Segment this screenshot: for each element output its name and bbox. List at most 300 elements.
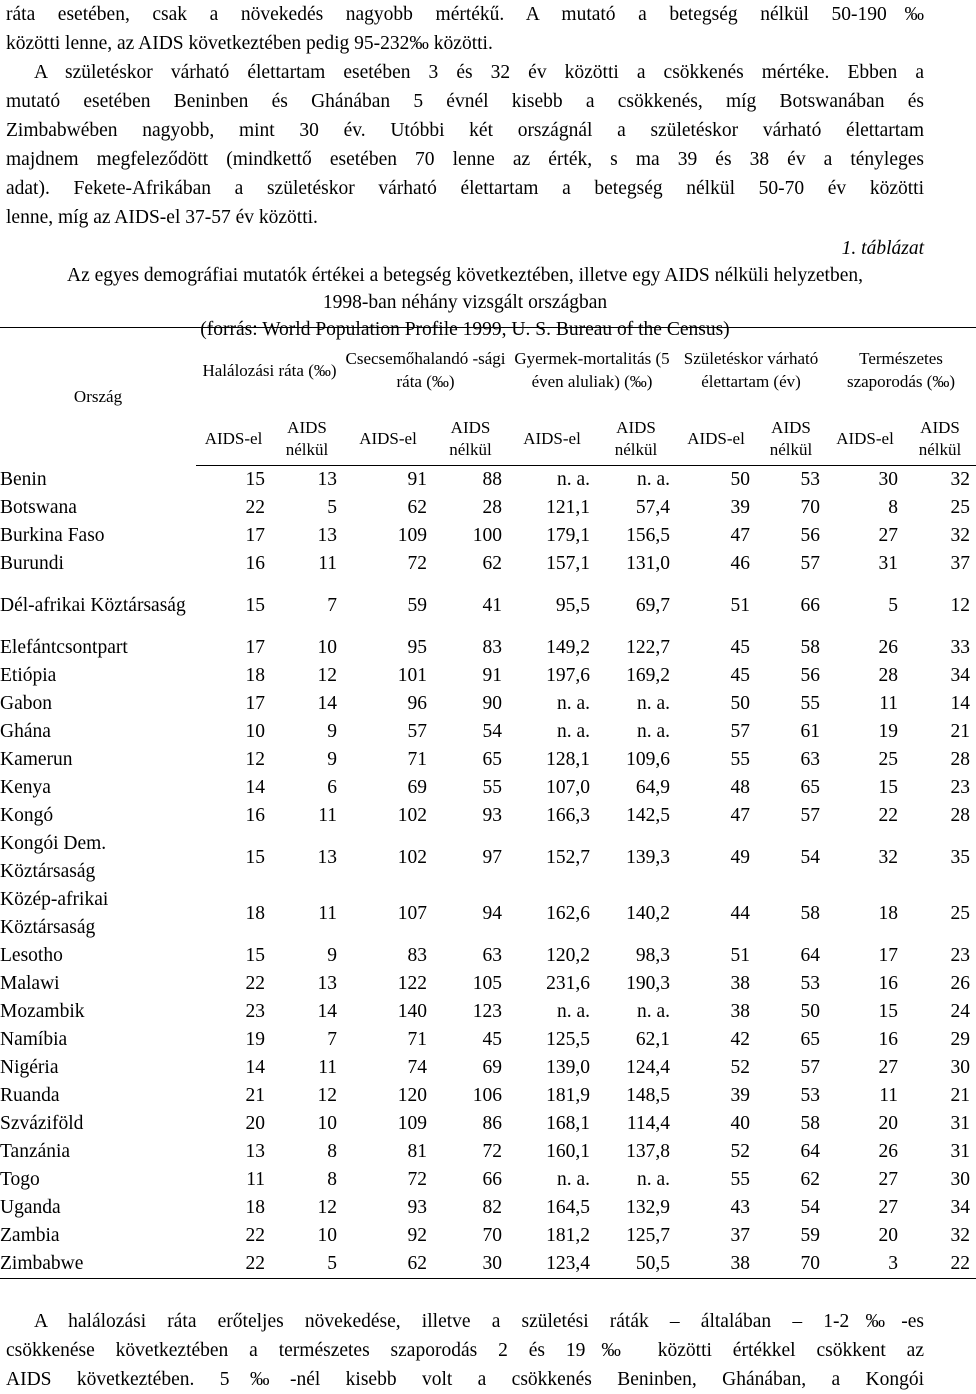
value-cell: 50	[730, 693, 751, 714]
country-cell: Kenya	[0, 777, 51, 798]
value-cell: 25	[878, 749, 899, 770]
value-cell: 11	[318, 903, 338, 924]
value-cell: 66	[800, 595, 821, 616]
value-cell: 91	[407, 469, 428, 490]
value-cell: 109	[397, 525, 428, 546]
text-line: majdnem megfeleződött (mindkettő esetében 70 lenne az érték, s ma 39 és 38 év a tényleges	[6, 149, 924, 170]
value-cell: 21	[950, 721, 971, 742]
sub-header-with-aids: AIDS-el	[826, 412, 904, 466]
value-cell: 47	[730, 805, 751, 826]
value-cell: 58	[800, 637, 821, 658]
country-cell: Kongó	[0, 805, 54, 826]
value-cell: 63	[800, 749, 821, 770]
value-cell: 181,2	[546, 1225, 591, 1246]
value-cell: 50,5	[596, 1250, 676, 1279]
value-cell: 34	[950, 1197, 971, 1218]
value-cell: 7	[327, 595, 338, 616]
country-cell: Zimbabwe	[0, 1250, 196, 1279]
value-cell: 56	[800, 525, 821, 546]
value-cell: 62	[407, 497, 428, 518]
value-cell: 59	[407, 595, 428, 616]
value-cell: 16	[245, 805, 265, 826]
value-cell: 120	[397, 1085, 428, 1106]
value-cell: 57	[800, 1057, 821, 1078]
value-cell: 13	[317, 847, 338, 868]
value-cell: 31	[950, 1113, 971, 1134]
value-cell: 16	[245, 553, 265, 574]
value-cell: 20	[878, 1113, 899, 1134]
table-row	[0, 886, 976, 942]
value-cell: 10	[317, 1225, 338, 1246]
value-cell: 39	[730, 497, 751, 518]
table-row	[0, 1222, 976, 1250]
value-cell: 90	[482, 693, 503, 714]
value-cell: n. a.	[636, 721, 671, 742]
value-cell: 27	[878, 1197, 899, 1218]
value-cell: 28	[482, 497, 503, 518]
value-cell: n. a.	[636, 469, 671, 490]
country-cell: Tanzánia	[0, 1141, 71, 1162]
value-cell: 37	[950, 553, 971, 574]
value-cell: 19	[878, 721, 899, 742]
page	[6, 0, 924, 343]
value-cell: 82	[482, 1197, 503, 1218]
value-cell: 57,4	[635, 497, 671, 518]
value-cell: 6	[327, 777, 338, 798]
table-row	[0, 942, 976, 970]
text-line: mutató esetében Beninben és Ghánában 5 évnél kisebb a csökkenés, míg Botswanában és	[6, 91, 924, 112]
value-cell: 148,5	[626, 1085, 671, 1106]
value-cell: 10	[317, 1113, 338, 1134]
value-cell: 57	[407, 721, 428, 742]
value-cell: 24	[950, 1001, 971, 1022]
country-cell: Togo	[0, 1169, 40, 1190]
value-cell: 22	[904, 1250, 976, 1279]
value-cell: 63	[482, 945, 503, 966]
value-cell: 179,1	[546, 525, 591, 546]
value-cell: 65	[800, 777, 821, 798]
value-cell: 52	[730, 1057, 751, 1078]
country-cell: Nigéria	[0, 1057, 59, 1078]
value-cell: 121,1	[546, 497, 591, 518]
value-cell: 15	[245, 945, 265, 966]
value-cell: 54	[800, 847, 821, 868]
value-cell: 101	[397, 665, 428, 686]
value-cell: 45	[482, 1029, 503, 1050]
value-cell: 42	[730, 1029, 751, 1050]
value-cell: 157,1	[546, 553, 591, 574]
value-cell: 71	[407, 749, 428, 770]
value-cell: 16	[878, 973, 899, 994]
country-cell: Gabon	[0, 693, 52, 714]
value-cell: 5	[888, 595, 899, 616]
value-cell: 13	[317, 525, 338, 546]
value-cell: 61	[800, 721, 821, 742]
value-cell: 86	[482, 1113, 503, 1134]
value-cell: 27	[878, 525, 899, 546]
value-cell: 17	[878, 945, 899, 966]
table-row	[0, 494, 976, 522]
text-line: A születéskor várható élettartam esetében 3 és 32 év közötti a csökkenés mértéke. Ebben a	[34, 62, 924, 83]
sub-header-with-aids: AIDS-el	[676, 412, 756, 466]
value-cell: 11	[318, 1057, 338, 1078]
value-cell: 53	[800, 973, 821, 994]
value-cell: 109	[397, 1113, 428, 1134]
value-cell: 53	[800, 1085, 821, 1106]
value-cell: 9	[327, 749, 338, 770]
country-cell: Benin	[0, 468, 47, 490]
value-cell: 11	[318, 805, 338, 826]
value-cell: 53	[800, 469, 821, 490]
table-row	[0, 1110, 976, 1138]
value-cell: 156,5	[626, 525, 671, 546]
value-cell: 14	[317, 693, 338, 714]
value-cell: 231,6	[546, 973, 591, 994]
value-cell: 25	[950, 903, 971, 924]
group-header-child-mortality: Gyermek-mortalitás (5 éven aluliak) (‰)	[508, 328, 676, 413]
value-cell: 8	[327, 1169, 338, 1190]
value-cell: 26	[878, 1141, 899, 1162]
value-cell: 70	[756, 1250, 826, 1279]
value-cell: 31	[950, 1141, 971, 1162]
value-cell: 139,0	[546, 1057, 591, 1078]
value-cell: 65	[482, 749, 503, 770]
value-cell: n. a.	[636, 1001, 671, 1022]
value-cell: 30	[950, 1057, 971, 1078]
value-cell: 107,0	[546, 777, 591, 798]
sub-header-without-aids: AIDS nélkül	[596, 412, 676, 466]
country-cell: Szváziföld	[0, 1113, 84, 1134]
value-cell: 122,7	[626, 637, 671, 658]
value-cell: 88	[482, 469, 503, 490]
value-cell: n. a.	[636, 693, 671, 714]
group-header-natural-increase: Természetes szaporodás (‰)	[826, 328, 976, 413]
value-cell: 106	[472, 1085, 503, 1106]
caption-line: Az egyes demográfiai mutatók értékei a betegség következtében, illetve egy AIDS nélküli helyzetben,	[67, 265, 863, 286]
value-cell: 98,3	[635, 945, 671, 966]
value-cell: 92	[407, 1225, 428, 1246]
value-cell: 22	[245, 973, 265, 994]
value-cell: 26	[950, 973, 971, 994]
value-cell: 12	[317, 1085, 338, 1106]
value-cell: 15	[878, 1001, 899, 1022]
value-cell: 5	[271, 1250, 343, 1279]
table-row	[0, 1166, 976, 1194]
value-cell: 62	[343, 1250, 433, 1279]
value-cell: 162,6	[546, 903, 591, 924]
value-cell: 95	[407, 637, 428, 658]
value-cell: 62	[800, 1169, 821, 1190]
value-cell: 9	[327, 945, 338, 966]
value-cell: 10	[245, 721, 265, 742]
sub-header-without-aids: AIDS nélkül	[904, 412, 976, 466]
text-line: lenne, míg az AIDS-el 37-57 év közötti.	[6, 207, 318, 228]
value-cell: 18	[245, 903, 265, 924]
value-cell: n. a.	[556, 693, 591, 714]
value-cell: 35	[950, 847, 971, 868]
value-cell: 114,4	[626, 1113, 671, 1134]
value-cell: 168,1	[546, 1113, 591, 1134]
country-cell: Zambia	[0, 1225, 60, 1246]
value-cell: 123	[472, 1001, 503, 1022]
value-cell: 93	[482, 805, 503, 826]
sub-header-without-aids: AIDS nélkül	[433, 412, 508, 466]
table-row	[0, 578, 976, 634]
value-cell: 9	[327, 721, 338, 742]
value-cell: 58	[800, 1113, 821, 1134]
value-cell: 131,0	[626, 553, 671, 574]
value-cell: 15	[245, 595, 265, 616]
table-row	[0, 1054, 976, 1082]
value-cell: 71	[407, 1029, 428, 1050]
value-cell: 100	[472, 525, 503, 546]
value-cell: 160,1	[546, 1141, 591, 1162]
value-cell: 12	[317, 1197, 338, 1218]
value-cell: 54	[800, 1197, 821, 1218]
value-cell: n. a.	[636, 1169, 671, 1190]
value-cell: 31	[878, 553, 899, 574]
country-column-header: Ország	[0, 328, 196, 466]
value-cell: 132,9	[626, 1197, 671, 1218]
value-cell: 51	[730, 945, 751, 966]
value-cell: 21	[245, 1085, 265, 1106]
value-cell: 28	[950, 749, 971, 770]
value-cell: 38	[730, 1001, 751, 1022]
value-cell: 8	[327, 1141, 338, 1162]
value-cell: 152,7	[546, 847, 591, 868]
value-cell: n. a.	[556, 721, 591, 742]
table-row	[0, 774, 976, 802]
value-cell: 70	[800, 497, 821, 518]
group-header-life-expectancy: Születéskor várható élettartam (év)	[676, 328, 826, 413]
text-line: csökkenése következtében a természetes szaporodás 2 és 19‰ közötti értékkel csökkent az	[6, 1340, 924, 1361]
value-cell: 169,2	[626, 665, 671, 686]
value-cell: 57	[730, 721, 751, 742]
text-line: adat). Fekete-Afrikában a születéskor várható élettartam a betegség nélkül 50-70 év közötti	[6, 178, 924, 199]
value-cell: 22	[245, 497, 265, 518]
value-cell: 30	[950, 1169, 971, 1190]
value-cell: 142,5	[626, 805, 671, 826]
caption-line: (forrás: World Population Profile 1999, U. S. Bureau of the Census)	[200, 319, 730, 340]
value-cell: 28	[878, 665, 899, 686]
value-cell: 97	[482, 847, 503, 868]
value-cell: 137,8	[626, 1141, 671, 1162]
sub-header-with-aids: AIDS-el	[508, 412, 596, 466]
value-cell: 55	[482, 777, 503, 798]
value-cell: 57	[800, 553, 821, 574]
table-row	[0, 830, 976, 886]
value-cell: 5	[327, 497, 338, 518]
value-cell: 44	[730, 903, 751, 924]
value-cell: 47	[730, 525, 751, 546]
country-cell: Kongói Dem. Köztársaság	[0, 833, 107, 882]
value-cell: 18	[245, 665, 265, 686]
value-cell: 32	[878, 847, 899, 868]
value-cell: 13	[245, 1141, 265, 1162]
value-cell: 17	[245, 525, 265, 546]
value-cell: 14	[317, 1001, 338, 1022]
value-cell: 23	[950, 945, 971, 966]
sub-header-with-aids: AIDS-el	[196, 412, 271, 466]
country-cell: Lesotho	[0, 945, 63, 966]
value-cell: 41	[482, 595, 503, 616]
value-cell: 25	[950, 497, 971, 518]
value-cell: 50	[730, 469, 751, 490]
value-cell: 149,2	[546, 637, 591, 658]
value-cell: 45	[730, 665, 751, 686]
value-cell: 16	[878, 1029, 899, 1050]
value-cell: 13	[317, 973, 338, 994]
value-cell: 51	[730, 595, 751, 616]
value-cell: 123,4	[508, 1250, 596, 1279]
value-cell: 50	[800, 1001, 821, 1022]
value-cell: 29	[950, 1029, 971, 1050]
value-cell: 37	[730, 1225, 751, 1246]
value-cell: 107	[397, 903, 428, 924]
value-cell: 81	[407, 1141, 428, 1162]
value-cell: 10	[317, 637, 338, 658]
value-cell: 19	[245, 1029, 265, 1050]
table-row	[0, 1026, 976, 1054]
value-cell: 22	[196, 1250, 271, 1279]
value-cell: 30	[878, 469, 899, 490]
value-cell: 13	[317, 469, 338, 490]
value-cell: 95,5	[555, 595, 591, 616]
value-cell: 83	[407, 945, 428, 966]
value-cell: 57	[800, 805, 821, 826]
value-cell: 109,6	[626, 749, 671, 770]
table-body	[0, 466, 976, 1279]
value-cell: 17	[245, 637, 265, 658]
value-cell: 83	[482, 637, 503, 658]
value-cell: 64	[800, 945, 821, 966]
table-row	[0, 1194, 976, 1222]
value-cell: 39	[730, 1085, 751, 1106]
value-cell: 125,7	[626, 1225, 671, 1246]
value-cell: 140,2	[626, 903, 671, 924]
value-cell: 34	[950, 665, 971, 686]
text-line: AIDS következtében. 5‰-nél kisebb volt a csökkenés Beninben, Ghánában, a Kongói	[6, 1369, 924, 1390]
table-row	[0, 550, 976, 578]
value-cell: 122	[397, 973, 428, 994]
value-cell: 105	[472, 973, 503, 994]
value-cell: 3	[826, 1250, 904, 1279]
value-cell: 139,3	[626, 847, 671, 868]
value-cell: n. a.	[556, 1169, 591, 1190]
value-cell: 65	[800, 1029, 821, 1050]
group-header-infant-mortality: Csecsemőhalandó -sági ráta (‰)	[343, 328, 508, 413]
value-cell: 15	[245, 847, 265, 868]
table-row	[0, 466, 976, 495]
country-cell: Namíbia	[0, 1029, 68, 1050]
value-cell: 11	[879, 1085, 899, 1106]
table-row	[0, 802, 976, 830]
value-cell: 45	[730, 637, 751, 658]
caption-line: 1998-ban néhány vizsgált országban	[322, 292, 608, 313]
value-cell: 91	[482, 665, 503, 686]
table-row	[0, 1138, 976, 1166]
table-row	[0, 634, 976, 662]
value-cell: 164,5	[546, 1197, 591, 1218]
value-cell: 18	[245, 1197, 265, 1218]
value-cell: 120,2	[546, 945, 591, 966]
value-cell: 30	[433, 1250, 508, 1279]
value-cell: 124,4	[626, 1057, 671, 1078]
value-cell: 62,1	[635, 1029, 671, 1050]
table-row	[0, 662, 976, 690]
country-cell: Etiópia	[0, 665, 57, 686]
table-row	[0, 718, 976, 746]
value-cell: 23	[950, 777, 971, 798]
value-cell: 197,6	[546, 665, 591, 686]
value-cell: 43	[730, 1197, 751, 1218]
country-cell: Dél-afrikai Köztársaság	[0, 595, 186, 616]
value-cell: 32	[950, 525, 971, 546]
value-cell: 94	[482, 903, 503, 924]
value-cell: 166,3	[546, 805, 591, 826]
value-cell: 17	[245, 693, 265, 714]
value-cell: 64	[800, 1141, 821, 1162]
value-cell: 40	[730, 1113, 751, 1134]
value-cell: 11	[879, 693, 899, 714]
value-cell: 18	[878, 903, 899, 924]
value-cell: 56	[800, 665, 821, 686]
table-row	[0, 690, 976, 718]
sub-header-without-aids: AIDS nélkül	[271, 412, 343, 466]
value-cell: 66	[482, 1169, 503, 1190]
value-cell: 190,3	[626, 973, 671, 994]
table-row	[0, 1082, 976, 1110]
country-cell: Közép-afrikai Köztársaság	[0, 889, 109, 938]
value-cell: 23	[245, 1001, 265, 1022]
value-cell: 20	[245, 1113, 265, 1134]
country-cell: Mozambik	[0, 1001, 85, 1022]
text-line: közötti lenne, az AIDS következtében pedig 95-232‰ közötti.	[6, 33, 493, 54]
value-cell: 12	[950, 595, 971, 616]
value-cell: 38	[676, 1250, 756, 1279]
country-cell: Burundi	[0, 553, 64, 574]
value-cell: 102	[397, 847, 428, 868]
table-row	[0, 746, 976, 774]
country-cell: Uganda	[0, 1197, 61, 1218]
value-cell: 11	[246, 1169, 265, 1190]
value-cell: 55	[730, 749, 751, 770]
value-cell: 55	[800, 693, 821, 714]
value-cell: 46	[730, 553, 751, 574]
value-cell: 125,5	[546, 1029, 591, 1050]
text-line: A halálozási ráta erőteljes növekedése, illetve a születési ráták – általában – 1-2‰-es	[34, 1311, 924, 1332]
value-cell: 62	[482, 553, 503, 574]
value-cell: 26	[878, 637, 899, 658]
country-cell: Burkina Faso	[0, 525, 105, 546]
value-cell: 49	[730, 847, 751, 868]
value-cell: 15	[878, 777, 899, 798]
country-cell: Botswana	[0, 497, 77, 518]
value-cell: 70	[482, 1225, 503, 1246]
value-cell: 69,7	[635, 595, 671, 616]
value-cell: 11	[318, 553, 338, 574]
value-cell: 12	[245, 749, 265, 770]
value-cell: 14	[245, 1057, 265, 1078]
value-cell: 32	[950, 469, 971, 490]
value-cell: 8	[888, 497, 899, 518]
value-cell: 69	[482, 1057, 503, 1078]
text-line: Zimbabwében nagyobb, mint 30 év. Utóbbi két országnál a születéskor várható élettartam	[6, 120, 924, 141]
value-cell: n. a.	[556, 1001, 591, 1022]
value-cell: 38	[730, 973, 751, 994]
value-cell: 20	[878, 1225, 899, 1246]
value-cell: 7	[327, 1029, 338, 1050]
